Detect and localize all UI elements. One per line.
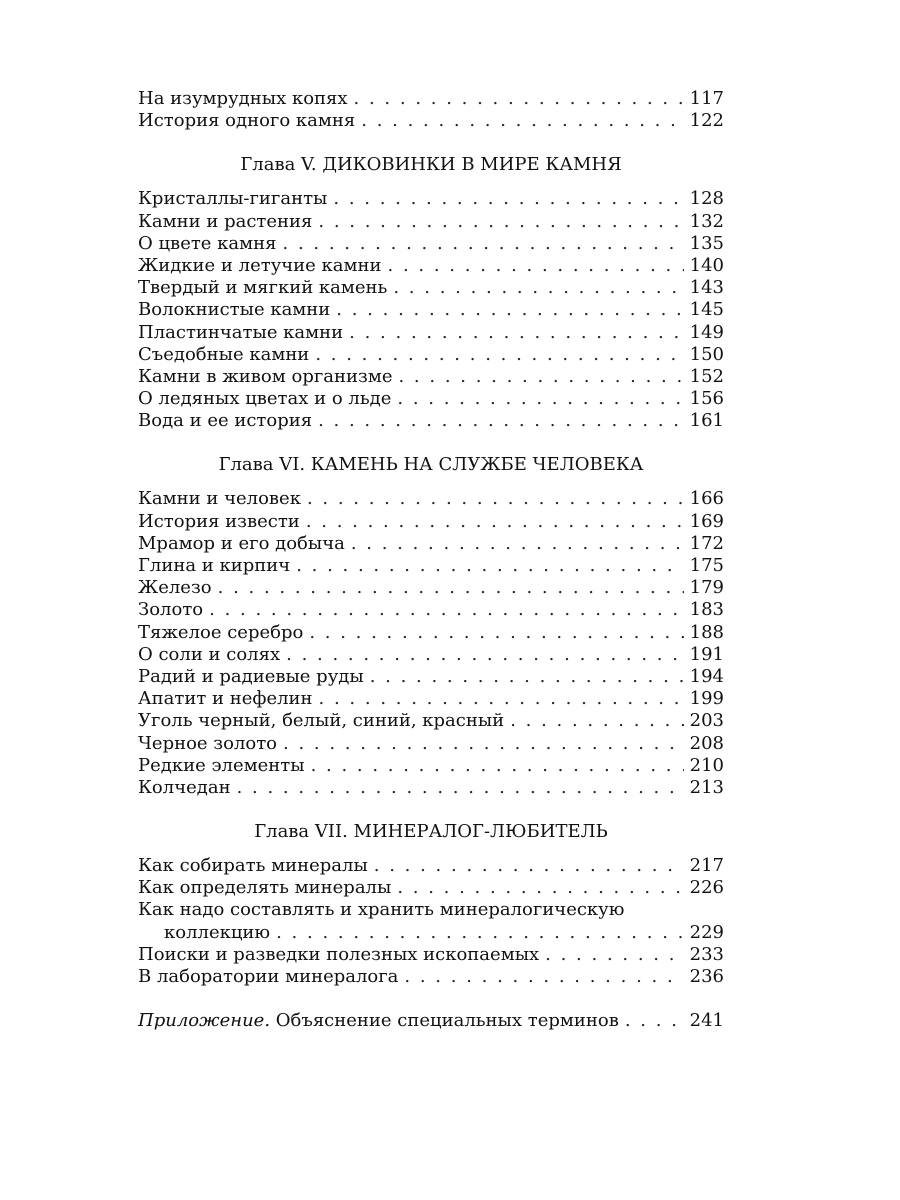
toc-entry — [138, 255, 724, 277]
dot-leader — [318, 410, 684, 432]
toc-entry-page: 166 — [689, 488, 724, 510]
toc-entry-page: 188 — [689, 621, 724, 643]
toc-entry — [138, 877, 724, 899]
toc-entry-title: О соли и солях — [138, 643, 281, 665]
toc-entry-page: 117 — [689, 88, 724, 109]
toc-entry-page: 194 — [689, 665, 724, 687]
toc-entry — [138, 299, 724, 321]
dot-leader — [545, 944, 683, 966]
toc-entry-page: 122 — [689, 110, 724, 132]
toc-entry-title: Камни и человек — [138, 488, 301, 510]
toc-entry-page: 152 — [689, 365, 724, 387]
dot-leader — [351, 533, 684, 555]
toc-entry — [138, 688, 724, 710]
toc-entry — [138, 488, 724, 510]
dot-leader — [318, 211, 683, 233]
dot-leader — [319, 688, 684, 710]
toc-entry — [138, 322, 724, 344]
toc-entry-page: 128 — [689, 188, 724, 210]
dot-leader — [218, 577, 684, 599]
toc-entry-page: 140 — [689, 254, 724, 276]
toc-entry-title: Уголь черный, белый, синий, красный — [138, 710, 505, 732]
toc-entry-title: Поиски и разведки полезных ископаемых — [138, 943, 540, 965]
dot-leader — [374, 855, 684, 877]
toc-entry — [138, 110, 724, 132]
toc-entry-page: 179 — [689, 577, 724, 599]
toc-entry-title: Радий и радиевые руды — [138, 665, 364, 687]
toc-entry — [138, 88, 724, 110]
toc-entry-title: Золото — [138, 599, 204, 621]
toc-entry — [138, 899, 724, 943]
toc-entry-title: В лаборатории минералога — [138, 966, 399, 988]
toc-entry — [138, 555, 724, 577]
dot-leader — [397, 388, 683, 410]
toc-entry — [138, 733, 724, 755]
toc-entry-title: Жидкие и летучие камни — [138, 254, 382, 276]
dot-leader — [397, 877, 683, 899]
toc-entry — [138, 388, 724, 410]
dot-leader — [309, 622, 683, 644]
chapter-heading: Глава VII. МИНЕРАЛОГ-ЛЮБИТЕЛЬ — [254, 821, 608, 843]
toc-entry-page: 145 — [689, 299, 724, 321]
toc-entry-title: Тяжелое серебро — [138, 621, 304, 643]
toc-entry-page: 208 — [689, 732, 724, 754]
dot-leader — [315, 344, 683, 366]
toc-entry — [138, 533, 724, 555]
toc-entry-title: Съедобные камни — [138, 343, 310, 365]
toc-entry — [138, 188, 724, 210]
toc-entry — [138, 855, 724, 877]
toc-entry-page: 143 — [689, 277, 724, 299]
toc-entry-title: Глина и кирпич — [138, 555, 291, 576]
toc-entry-title: Редкие элементы — [138, 754, 305, 776]
toc-entry-page: 135 — [689, 232, 724, 254]
toc-entry-page: 213 — [689, 776, 724, 798]
dot-leader — [283, 733, 684, 755]
toc-entry-page: 217 — [689, 855, 724, 877]
toc-entry-page: 229 — [689, 921, 724, 943]
dot-leader — [398, 366, 683, 388]
toc-entry — [138, 410, 724, 432]
dot-leader — [349, 322, 683, 344]
toc-entry-title-continued: коллекцию — [164, 921, 271, 943]
toc-entry-page: 210 — [689, 754, 724, 776]
appendix-title-wrap — [138, 1010, 619, 1032]
toc-entry-title: На изумрудных копях — [138, 88, 348, 109]
toc-section-chapter-7 — [138, 855, 724, 988]
table-of-contents — [138, 88, 724, 1032]
toc-entry — [138, 511, 724, 533]
toc-entry-page: 203 — [689, 710, 724, 732]
dot-leader — [370, 666, 684, 688]
toc-entry-title: История извести — [138, 510, 300, 532]
dot-leader — [296, 555, 683, 577]
appendix-title: Объяснение специальных терминов — [275, 1010, 619, 1032]
toc-entry — [138, 644, 724, 666]
toc-entry-page: 233 — [689, 943, 724, 965]
toc-entry — [138, 277, 724, 299]
toc-entry-appendix — [138, 1010, 724, 1032]
toc-entry — [138, 233, 724, 255]
toc-entry — [138, 211, 724, 233]
toc-section-top — [138, 88, 724, 132]
toc-entry-title: Железо — [138, 577, 212, 599]
toc-entry-title: Кристаллы-гиганты — [138, 188, 328, 210]
toc-entry-title: Мрамор и его добыча — [138, 532, 345, 554]
toc-entry — [138, 666, 724, 688]
toc-entry — [138, 777, 724, 799]
appendix-label: Приложение. — [138, 1010, 271, 1032]
dot-leader — [286, 644, 684, 666]
toc-entry-title: Камни в живом организме — [138, 365, 393, 387]
toc-entry-page: 156 — [689, 388, 724, 410]
toc-entry-page: 161 — [689, 410, 724, 432]
toc-entry-page: 226 — [689, 877, 724, 899]
toc-entry-title: Как определять минералы — [138, 877, 392, 899]
toc-entry — [138, 710, 724, 732]
toc-entry-page: 183 — [689, 599, 724, 621]
toc-entry-title: Твердый и мягкий камень — [138, 277, 388, 299]
dot-leader — [209, 599, 684, 621]
dot-leader — [361, 110, 683, 132]
toc-entry-title: О ледяных цветах и о льде — [138, 388, 392, 410]
toc-entry-page: 199 — [689, 688, 724, 710]
dot-leader — [311, 755, 684, 777]
toc-entry — [138, 577, 724, 599]
toc-entry — [138, 622, 724, 644]
toc-entry-continuation — [138, 922, 724, 944]
dot-leader — [336, 299, 683, 321]
toc-entry-title: Волокнистые камни — [138, 299, 331, 321]
toc-entry-page: 172 — [689, 532, 724, 554]
toc-entry-page: 175 — [689, 555, 724, 576]
toc-entry-title: Черное золото — [138, 732, 278, 754]
toc-entry-title: О цвете камня — [138, 232, 277, 254]
toc-section-chapter-6 — [138, 488, 724, 799]
dot-leader — [625, 1010, 684, 1032]
dot-leader — [307, 488, 684, 510]
toc-entry-title: Как собирать минералы — [138, 855, 368, 877]
dot-leader — [404, 966, 683, 988]
toc-entry-page: 236 — [689, 966, 724, 988]
toc-entry — [138, 966, 724, 988]
toc-entry — [138, 944, 724, 966]
dot-leader — [510, 710, 683, 732]
toc-entry-page: 191 — [689, 643, 724, 665]
toc-entry-title: Колчедан — [138, 776, 231, 798]
toc-entry — [138, 366, 724, 388]
dot-leader — [283, 233, 684, 255]
toc-entry — [138, 755, 724, 777]
toc-entry-page: 169 — [689, 510, 724, 532]
toc-entry — [138, 344, 724, 366]
toc-entry-title: Вода и ее история — [138, 410, 313, 432]
toc-section-chapter-5 — [138, 188, 724, 432]
toc-entry-page: 149 — [689, 321, 724, 343]
dot-leader — [306, 511, 684, 533]
dot-leader — [333, 188, 683, 210]
toc-entry-title: Камни и растения — [138, 210, 313, 232]
chapter-heading: Глава V. ДИКОВИНКИ В МИРЕ КАМНЯ — [240, 154, 622, 176]
toc-entry-title: История одного камня — [138, 110, 356, 132]
toc-entry-title: Пластинчатые камни — [138, 321, 344, 343]
dot-leader — [276, 922, 684, 944]
dot-leader — [388, 255, 684, 277]
toc-entry-page: 241 — [689, 1010, 724, 1032]
chapter-heading: Глава VI. КАМЕНЬ НА СЛУЖБЕ ЧЕЛОВЕКА — [218, 454, 644, 476]
toc-entry-page: 150 — [689, 343, 724, 365]
toc-entry-title: Апатит и нефелин — [138, 688, 313, 710]
dot-leader — [393, 277, 683, 299]
toc-entry-title: Как надо составлять и хранить минералогическую — [138, 899, 625, 921]
dot-leader — [354, 88, 684, 110]
toc-entry — [138, 599, 724, 621]
toc-entry-page: 132 — [689, 210, 724, 232]
dot-leader — [237, 777, 684, 799]
